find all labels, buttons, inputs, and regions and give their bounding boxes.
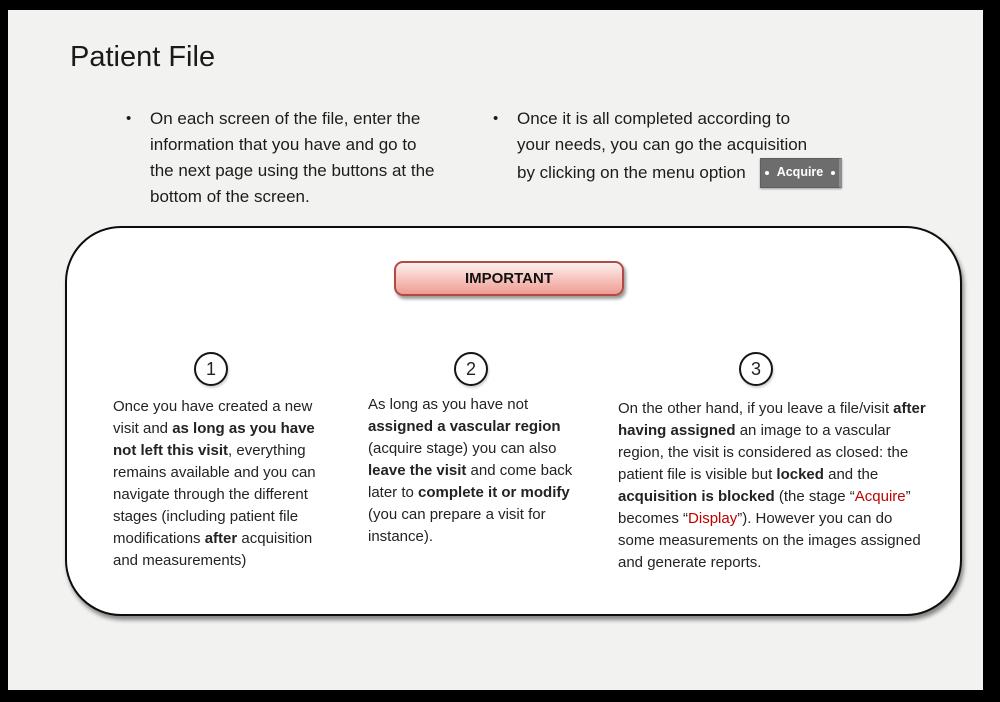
step-3-badge: 3 (739, 352, 773, 386)
acquire-menu-option[interactable] (760, 158, 843, 188)
slide-canvas (8, 10, 983, 690)
bullet-line: the next page using the buttons at the (150, 161, 435, 180)
bullet-line (517, 158, 912, 188)
bullet-line-text: by clicking on the menu option (517, 162, 746, 182)
step-1-badge: 1 (194, 352, 228, 386)
acquire-menu-option-label: Acquire (776, 165, 824, 179)
bullet-icon: • (126, 110, 132, 127)
page-title: Patient File (70, 41, 216, 73)
bullet-line: information that you have and go to (150, 135, 417, 154)
step-2-text: As long as you have not assigned a vascular region (acquire stage) you can also leave the visit and come back later to complete it or modify (you can prepare a visit for instance). (368, 396, 573, 545)
step-3-text: On the other hand, if you leave a file/visit after having assigned an image to a vascular region, the visit is considered as closed: the patient file is visible but locked and the acquisition is blocked (the stage “Acquire” becomes “Display”). However you can do some measurements on the images assigned and generate reports. (618, 400, 926, 571)
bullet-line: Once it is all completed according to (517, 109, 791, 128)
bullet-line: On each screen of the file, enter the (150, 109, 421, 128)
chip-right-dot-icon (831, 171, 835, 175)
step-1-text: Once you have created a new visit and as long as you have not left this visit, everything remains available and you can navigate through the different stages (including patient file modifications after acquisition and measurements) (113, 398, 316, 569)
bullet-line: your needs, you can go the acquisition (517, 135, 808, 154)
step-2-badge: 2 (454, 352, 488, 386)
important-banner: IMPORTANT (394, 261, 624, 296)
bullet-icon: • (493, 110, 499, 127)
bullet-item-right (493, 106, 912, 188)
bullet-line: bottom of the screen. (150, 187, 310, 206)
bullet-item-left (126, 106, 490, 210)
chip-left-dot-icon (765, 171, 769, 175)
